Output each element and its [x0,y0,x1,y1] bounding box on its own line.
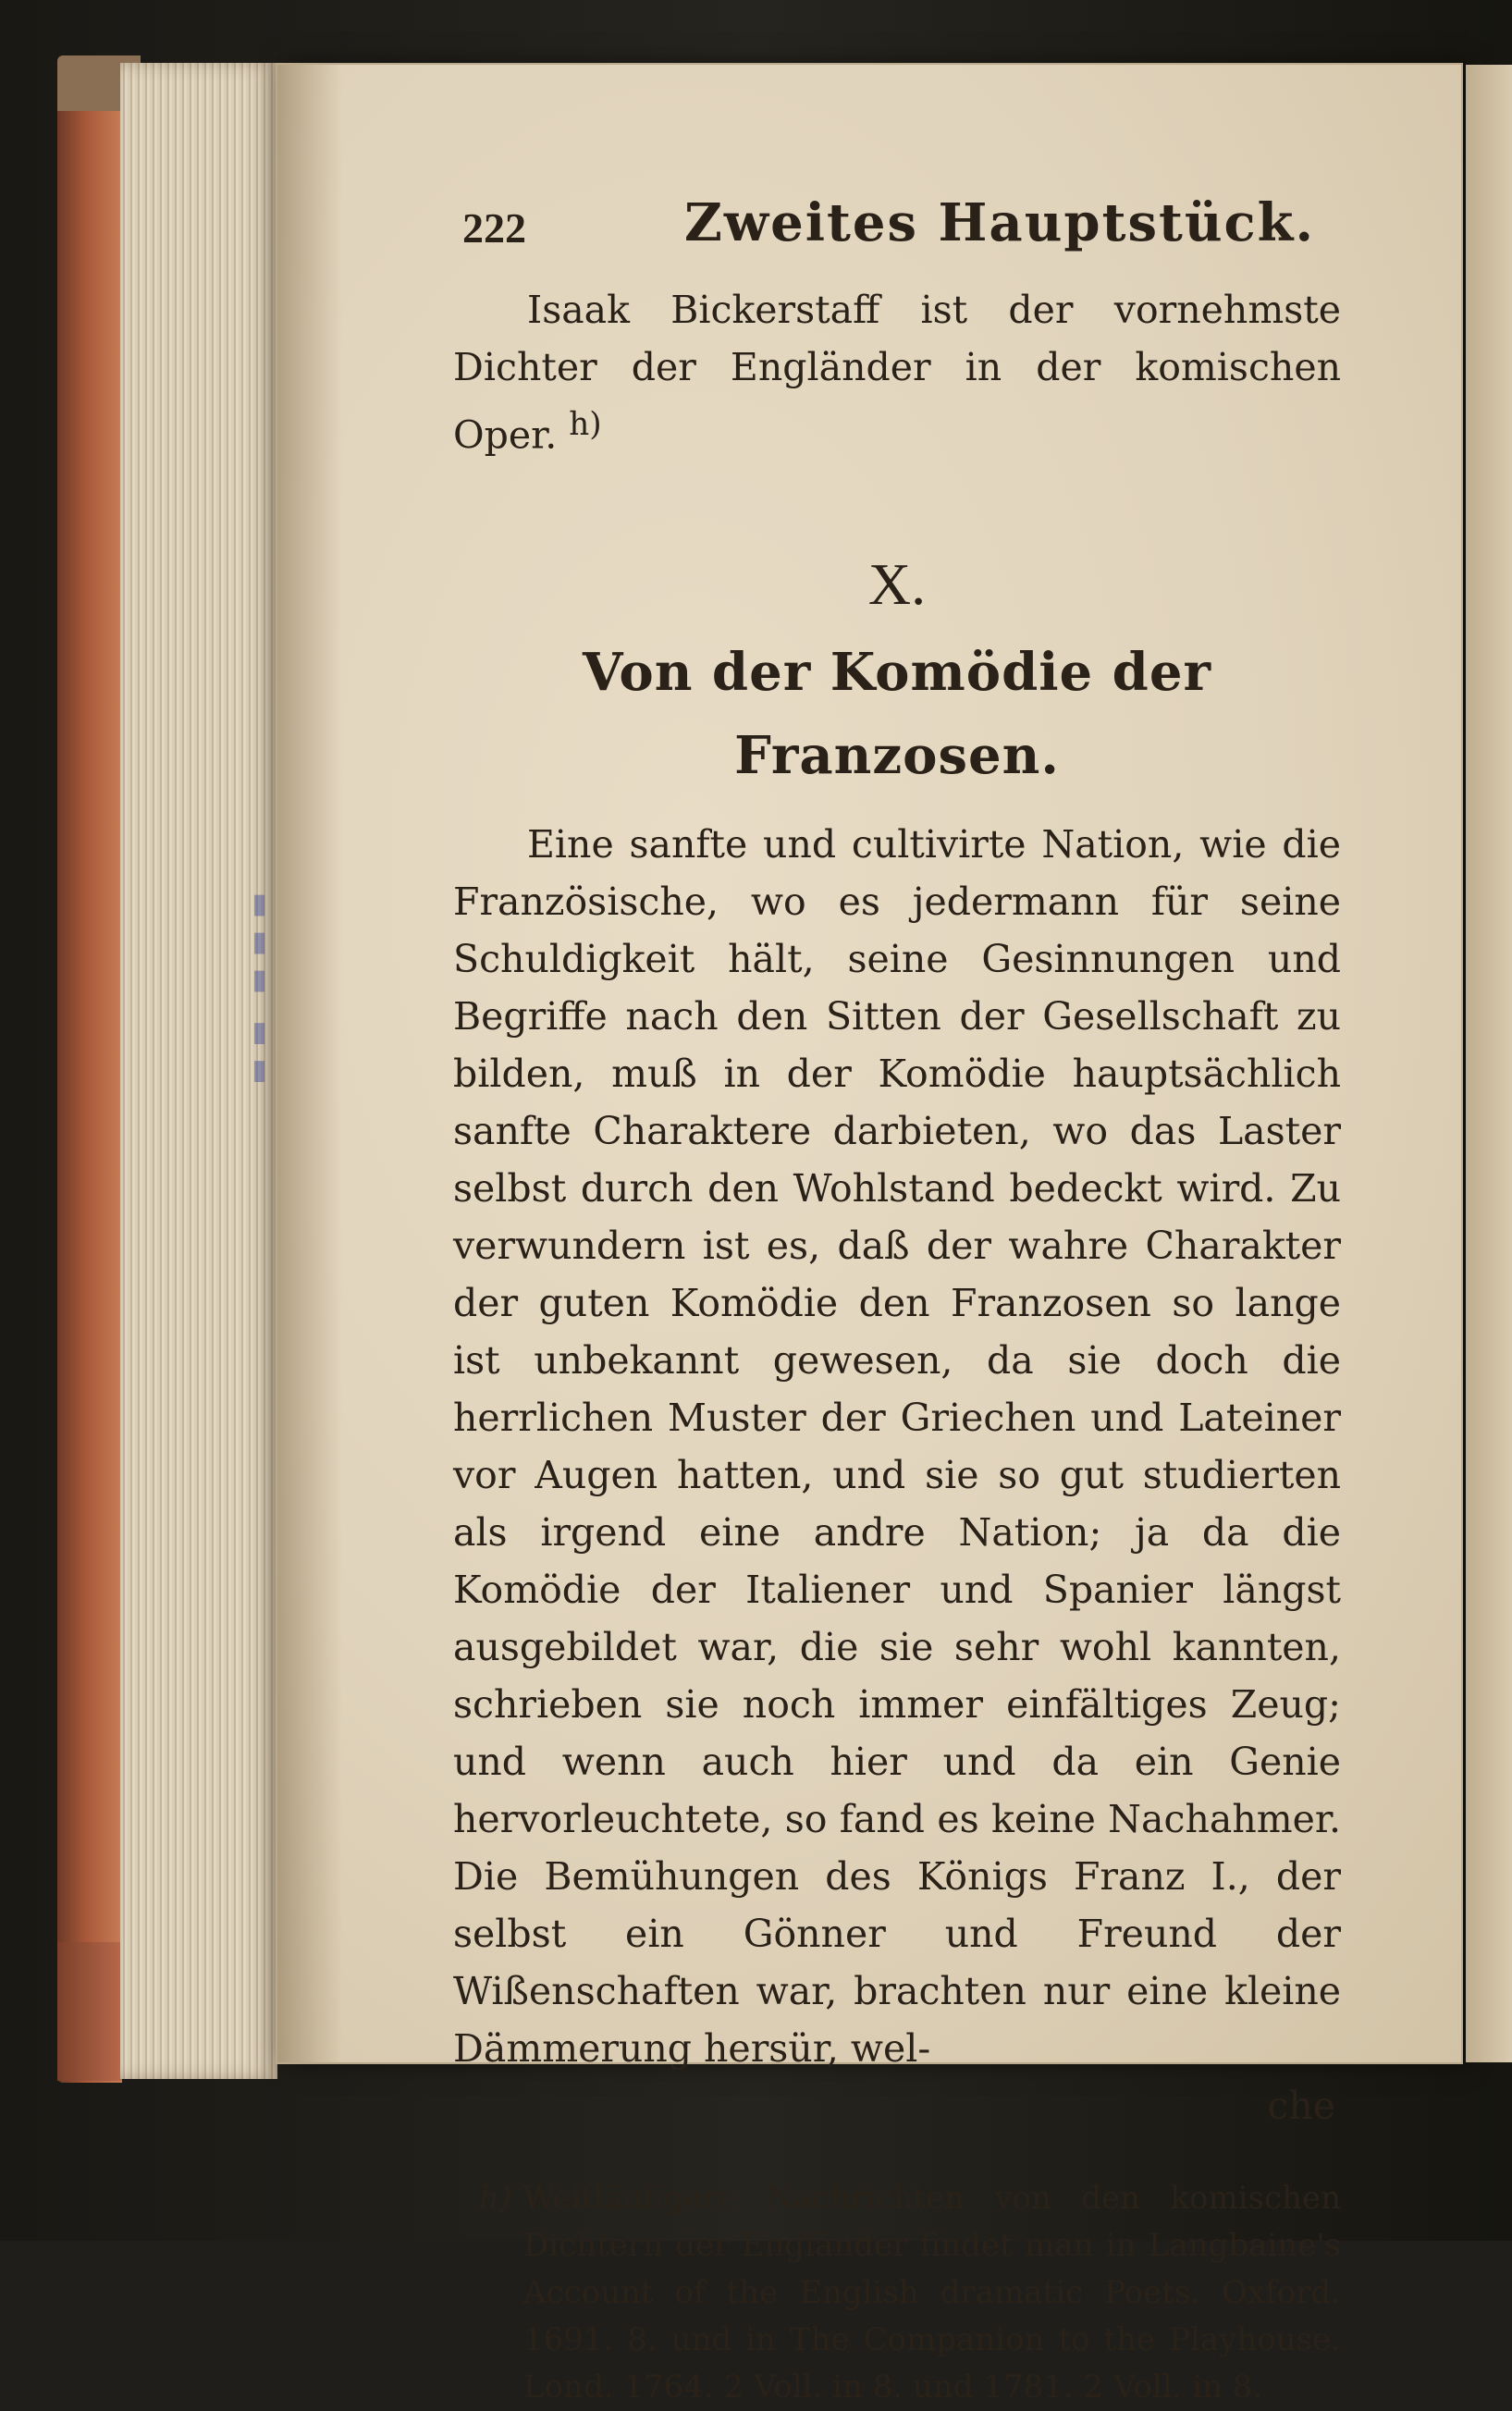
section-number: X. [867,550,927,617]
facing-page-edge [1466,65,1512,2062]
cover-bottom-edge [57,1942,122,2081]
footnote-marker: h) [479,2179,512,2217]
section-title: Von der Komödie der Franzosen. [583,641,1211,786]
footnote-text: Weitläufigere Nachrichten von den komischen Dichtern der Engländer findet man in Langbaine's Account of the English dramatic Poets. Oxford. 1691. 8. und in The Companion to the Playhouse. Lond. 1764. 2 Voll. in 8. und 1781. 2 Voll. in 8. [522,2179,1341,2405]
book-cover-edge [57,57,122,2083]
intro-paragraph [453,281,1341,464]
catchword: che [1267,2083,1335,2128]
page-content [453,185,1341,2411]
main-paragraph: Eine sanfte und cultivirte Nation, wie die Französische, wo es jedermann für seine Schuldigkeit hält, seine Gesinnungen und Begriffe nach den Sitten der Gesellschaft zu bilden, muß in der Komödie hauptsächlich sanfte Charaktere darbieten, wo das Laster selbst durch den Wohlstand bedeckt wird. Zu verwundern ist es, daß der wahre Charakter der guten Komödie den Franzosen so lange ist unbekannt gewesen, da sie doch die herrlichen Muster der Griechen und Lateiner vor Augen hatten, und sie so gut studierten als irgend eine andre Nation; ja da die Komödie der Italiener und Spanier längst ausgebildet war, die sie sehr wohl kannten, schrieben sie noch immer einfältiges Zeug; und wenn auch hier und da ein Genie hervorleuchtete, so fand es keine Nachahmer. Die Bemühungen des Königs Franz I., der selbst ein Gönner und Freund der Wißenschaften war, brachten nur eine kleine Dämmerung hersür, wel- [453,821,1341,2071]
footnote-reference: h) [569,406,602,443]
page-header [453,185,1341,268]
library-stamp: ▮▮▮ ▮▮ [243,888,276,1092]
footnote [479,2175,1341,2411]
intro-text: Isaak Bickerstaff ist der vornehmste Dichter der Engländer in der komischen Oper. [453,288,1341,458]
running-head: Zweites Hauptstück. [684,192,1315,253]
page-number: 222 [462,204,526,252]
